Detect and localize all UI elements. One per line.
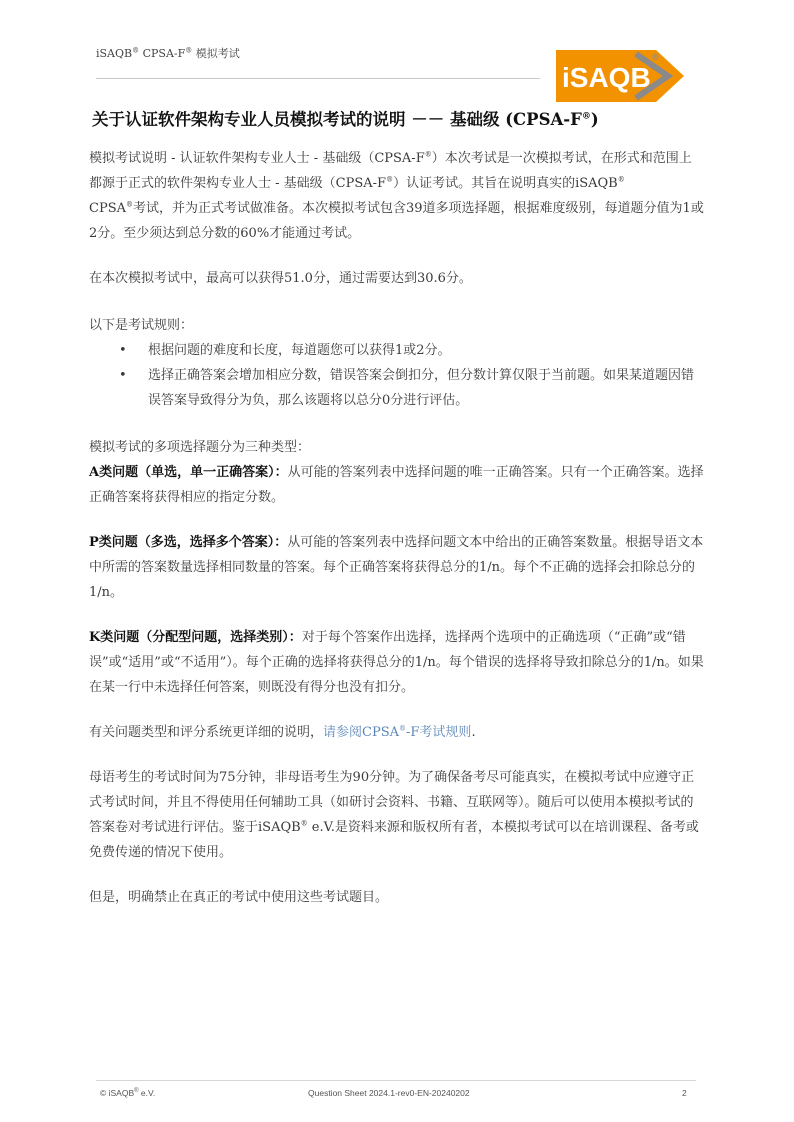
header-brand: iSAQB <box>96 47 133 60</box>
type-k-paragraph <box>89 625 704 700</box>
reference-end: . <box>471 725 476 740</box>
footer-divider <box>96 1080 696 1081</box>
type-k-label: K类问题（分配型问题，选择类别）： <box>89 630 302 645</box>
header-divider <box>96 78 540 79</box>
type-a-paragraph <box>89 460 704 510</box>
footer-document-id: Question Sheet 2024.1-rev0-EN-20240202 <box>308 1088 470 1098</box>
duration-s1: 母语考生的考试时间为75分钟，非母语考生为90分钟。为了确保备考尽可能真实，在模拟考试中应遵守正式考试时间，并且不得使用任何辅助工具（如研讨会资料、书籍、互联网等）。随后可以使用本模拟考试的答案卷对考试进行评估。鉴于iSAQB <box>89 770 695 835</box>
intro-reg-4: ® <box>126 200 133 209</box>
link-text-pre[interactable]: 请参阅CPSA <box>323 725 400 740</box>
bullet-icon: • <box>119 368 127 383</box>
rule-item <box>89 338 704 363</box>
intro-reg-2: ® <box>386 175 394 184</box>
type-a-label: A类问题（单选，单一正确答案）： <box>89 465 288 480</box>
exam-rules-link[interactable] <box>323 725 471 740</box>
type-p-text: 从可能的答案列表中选择问题文本中给出的正确答案数量。根据导语文本中所需的答案数量选择相同数量的答案。每个正确答案将获得总分的1/n。每个不正确的选择会扣除总分的1/n。 <box>89 535 704 600</box>
title-text: 关于认证软件架构专业人员模拟考试的说明 －－ 基础级 (CPSA-F <box>92 110 582 129</box>
intro-reg-3: ® <box>617 175 625 184</box>
footer-page-number: 2 <box>682 1088 687 1098</box>
intro-s4: CPSA <box>89 201 126 216</box>
footer-copyright <box>100 1088 155 1098</box>
logo-reg-mark: ® <box>652 52 659 62</box>
prohibition-paragraph: 但是，明确禁止在真正的考试中使用这些考试题目。 <box>89 890 389 905</box>
intro-s3: ）认证考试。其旨在说明真实的iSAQB <box>393 176 618 191</box>
reference-paragraph <box>89 720 704 745</box>
footer-reg-mark: ® <box>134 1088 139 1095</box>
title-reg-mark: ® <box>581 111 591 122</box>
rule-text: 选择正确答案会增加相应分数，错误答案会倒扣分，但分数计算仅限于当前题。如果某道题因错误答案导致得分为负，那么该题将以总分0分进行评估。 <box>148 368 695 408</box>
bullet-icon: • <box>119 343 127 358</box>
logo-text: iSAQB <box>562 62 651 93</box>
rules-heading: 以下是考试规则： <box>89 318 194 333</box>
link-text-post[interactable]: -F考试规则 <box>406 725 472 740</box>
duration-reg-mark: ® <box>300 819 308 828</box>
footer-copyright-post: e.V. <box>138 1088 156 1098</box>
rule-item <box>89 363 704 413</box>
type-a-text: 从可能的答案列表中选择问题的唯一正确答案。只有一个正确答案。选择正确答案将获得相应的指定分数。 <box>89 465 704 505</box>
intro-s1: 模拟考试说明 - 认证软件架构专业人士 - 基础级（CPSA-F <box>89 151 425 166</box>
intro-paragraph <box>89 146 704 246</box>
rule-text: 根据问题的难度和长度，每道题您可以获得1或2分。 <box>148 343 451 358</box>
running-header <box>96 45 240 61</box>
type-p-label: P类问题（多选，选择多个答案）： <box>89 535 288 550</box>
intro-s5: 考试，并为正式考试做准备。本次模拟考试包含39道多项选择题，根据难度级别，每道题分值为1或2分。至少须达到总分数的60%才能通过考试。 <box>89 201 704 241</box>
duration-paragraph <box>89 765 704 865</box>
intro-reg-1: ® <box>424 150 432 159</box>
type-p-paragraph <box>89 530 704 605</box>
footer-copyright-pre: © iSAQB <box>100 1088 135 1098</box>
reference-text: 有关问题类型和评分系统更详细的说明， <box>89 725 324 740</box>
link-reg-mark[interactable]: ® <box>399 724 407 733</box>
type-k-text: 对于每个答案作出选择，选择两个选项中的正确选项（“正确”或“错误”或“适用”或“不适用”）。每个正确的选择将获得总分的1/n。每个错误的选择将导致扣除总分的1/n。如果在某一行中未选择任何答案，则既没有得分也没有扣分。 <box>89 630 704 695</box>
title-close-paren: ) <box>590 110 599 129</box>
score-paragraph: 在本次模拟考试中，最高可以获得51.0分，通过需要达到30.6分。 <box>89 271 472 286</box>
isaqb-logo <box>556 46 688 108</box>
duration-s2: e.V.是资料来源和版权所有者，本模拟考试可以在培训课程、备考或免费传递的情况下使用。 <box>89 820 699 860</box>
header-reg-mark-1: ® <box>132 46 140 55</box>
intro-s2: ）本次考试是一次模拟考试，在形式和范围上都源于正式的软件架构专业人士 - 基础级（CPSA-F <box>89 151 692 191</box>
types-heading: 模拟考试的多项选择题分为三种类型： <box>89 440 311 455</box>
header-reg-mark-2: ® <box>185 46 193 55</box>
rules-list <box>89 338 704 413</box>
page-title <box>92 106 712 130</box>
body-content <box>89 146 704 910</box>
header-product: CPSA-F <box>139 47 186 60</box>
header-doc-type: 模拟考试 <box>192 47 240 60</box>
